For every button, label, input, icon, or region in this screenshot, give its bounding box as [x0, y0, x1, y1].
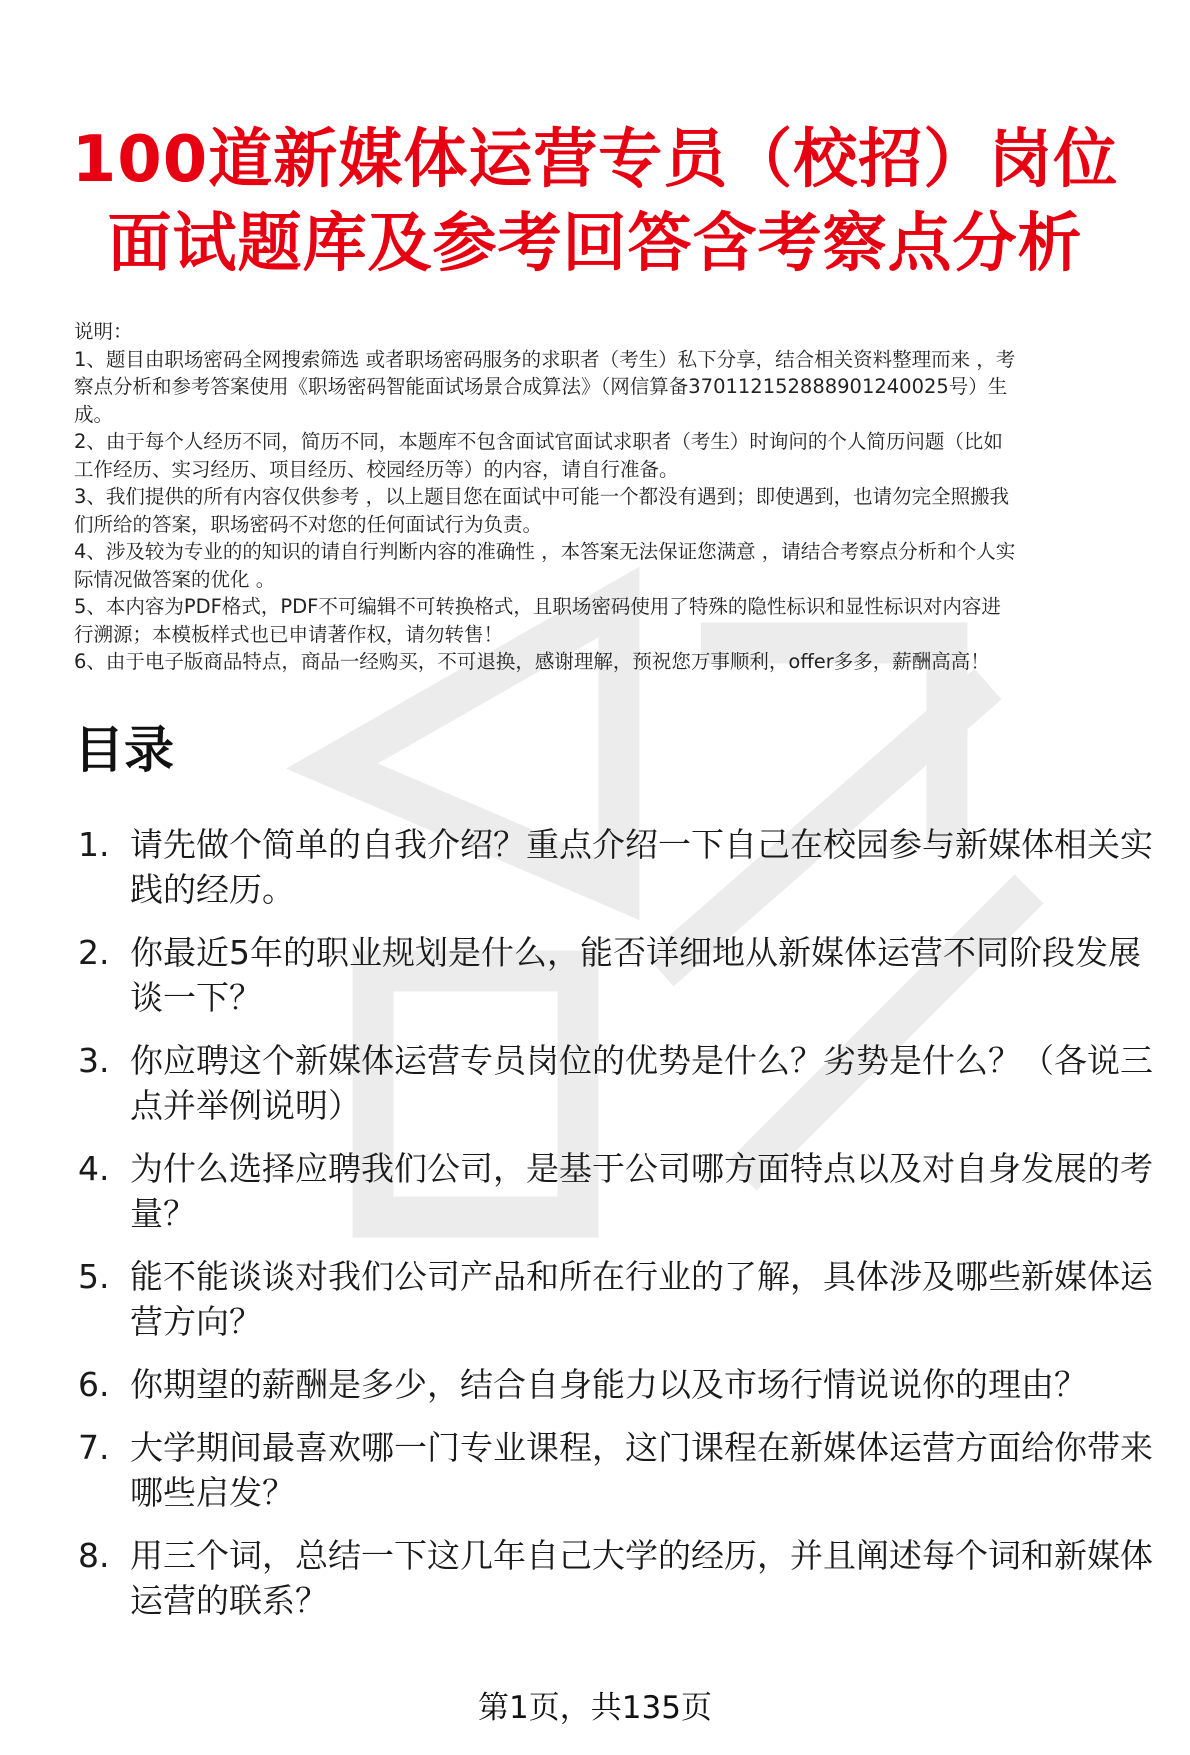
toc-item-text: 能不能谈谈对我们公司产品和所在行业的了解，具体涉及哪些新媒体运营方向？ — [130, 1257, 1153, 1341]
toc-item-number: 2. — [78, 933, 110, 972]
instructions-section — [74, 318, 1164, 676]
toc-item[interactable] — [78, 1254, 1168, 1344]
instruction-line: 2、由于每个人经历不同，简历不同，本题库不包含面试官面试求职者（考生）时询问的个人简历问题（比如 — [74, 430, 1003, 453]
instruction-line: 成。 — [74, 402, 114, 426]
toc-heading: 目录 — [74, 721, 174, 779]
toc-item-text: 大学期间最喜欢哪一门专业课程，这门课程在新媒体运营方面给你带来哪些启发？ — [130, 1428, 1153, 1512]
instruction-line: 3、我们提供的所有内容仅供参考 ，以上题目您在面试中可能一个都没有遇到；即使遇到，也请勿完全照搬我 — [74, 485, 1010, 508]
toc-item[interactable] — [78, 1533, 1168, 1623]
toc-item[interactable] — [78, 930, 1168, 1020]
title-line-1: 100道新媒体运营专员（校招）岗位 — [71, 123, 1119, 197]
toc-item-text: 为什么选择应聘我们公司，是基于公司哪方面特点以及对自身发展的考量？ — [130, 1149, 1153, 1233]
instruction-line: 察点分析和参考答案使用《职场密码智能面试场景合成算法》（网信算备370112152888901240025号）生 — [74, 375, 1008, 398]
instruction-line: 4、涉及较为专业的的知识的请自行判断内容的准确性 ，本答案无法保证您满意 ，请结合考察点分析和个人实 — [74, 540, 1016, 563]
toc-item-number: 6. — [78, 1365, 110, 1404]
toc-item-number: 8. — [78, 1536, 110, 1575]
toc-item[interactable] — [78, 822, 1168, 912]
toc-item-number: 1. — [78, 825, 110, 864]
instruction-line: 1、题目由职场密码全网搜索筛选 或者职场密码服务的求职者（考生）私下分享，结合相关资料整理而来 ，考 — [74, 347, 1016, 371]
toc-item-number: 3. — [78, 1041, 110, 1080]
toc-item-text: 你最近5年的职业规划是什么，能否详细地从新媒体运营不同阶段发展谈一下？ — [130, 933, 1141, 1017]
toc-item-text: 请先做个简单的自我介绍？重点介绍一下自己在校园参与新媒体相关实践的经历。 — [130, 825, 1153, 909]
instruction-line: 们所给的答案，职场密码不对您的任何面试行为负责。 — [74, 512, 543, 536]
toc-item-text: 你期望的薪酬是多少，结合自身能力以及市场行情说说你的理由？ — [130, 1365, 1087, 1404]
instruction-line: 行溯源；本模板样式也已申请著作权，请勿转售！ — [74, 622, 504, 646]
toc-item-text: 你应聘这个新媒体运营专员岗位的优势是什么？劣势是什么？（各说三点并举例说明） — [130, 1041, 1153, 1125]
toc-item-number: 4. — [78, 1149, 110, 1188]
instruction-line: 工作经历、实习经历、项目经历、校园经历等）的内容，请自行准备。 — [74, 457, 679, 481]
instruction-line: 6、由于电子版商品特点，商品一经购买，不可退换，感谢理解，预祝您万事顺利，offer多多，薪酬高高！ — [74, 650, 990, 673]
toc-item-text: 用三个词，总结一下这几年自己大学的经历，并且阐述每个词和新媒体运营的联系？ — [130, 1536, 1153, 1620]
instruction-line: 5、本内容为PDF格式，PDF不可编辑不可转换格式，且职场密码使用了特殊的隐性标识和显性标识对内容进 — [74, 595, 1001, 618]
instruction-line: 际情况做答案的优化 。 — [74, 567, 276, 591]
document-title — [60, 118, 1130, 286]
toc-item[interactable] — [78, 1038, 1168, 1128]
page-number: 第1页，共135页 — [478, 1690, 712, 1726]
toc-item-number: 7. — [78, 1428, 110, 1467]
toc-item-number: 5. — [78, 1257, 110, 1296]
toc-item[interactable] — [78, 1425, 1168, 1515]
toc-item[interactable] — [78, 1146, 1168, 1236]
instructions-heading: 说明： — [74, 320, 133, 343]
toc-item[interactable] — [78, 1362, 1168, 1407]
toc-list — [78, 822, 1168, 1641]
title-line-2: 面试题库及参考回答含考察点分析 — [107, 207, 1083, 281]
